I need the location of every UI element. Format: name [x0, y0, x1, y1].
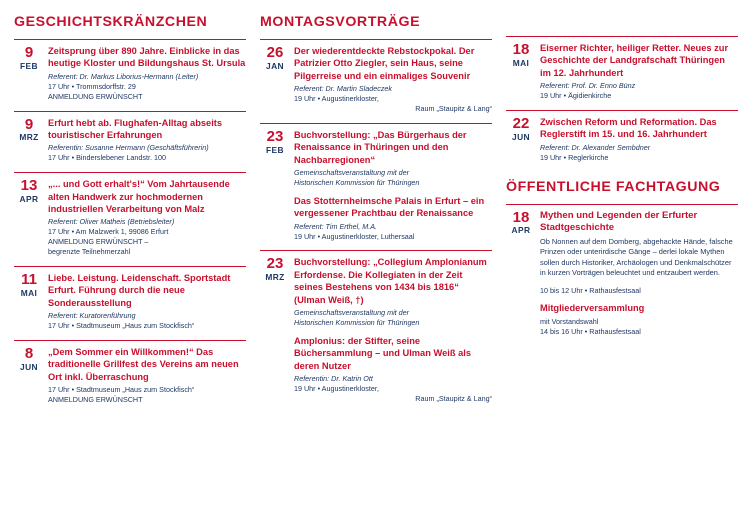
event-meta: 17 Uhr • Trommsdorffstr. 29 — [48, 81, 136, 91]
event-subtitle: Mitgliederversammlung — [540, 303, 645, 314]
event-entry[interactable] — [506, 110, 738, 163]
event-body — [294, 256, 492, 403]
event-meta: Referent: Oliver Matheis (Betriebsleiter) — [48, 217, 175, 227]
column-heading-secondary: ÖFFENTLICHE FACHTAGUNG — [506, 178, 721, 195]
event-date — [14, 346, 48, 405]
event-date — [14, 272, 48, 331]
event-day: 18 — [512, 208, 530, 226]
event-title: Erfurt hebt ab. Flughafen-Alltag abseits touristischer Erfahrungen — [48, 117, 223, 140]
event-title: „Dem Sommer ein Willkommen!“ Das traditionelle Grillfest des Vereins am neuen Ort inkl. Überraschung — [48, 346, 239, 382]
event-meta: begrenzte Teilnehmerzahl — [48, 247, 131, 257]
event-meta: Referent: Kuratorenführung — [48, 311, 136, 321]
event-day: 23 — [266, 127, 284, 145]
event-entry[interactable] — [506, 36, 738, 101]
event-date — [506, 42, 540, 101]
event-date — [260, 129, 294, 242]
event-meta: Referent: Dr. Alexander Sembdner — [540, 142, 651, 152]
column-heading: GESCHICHTSKRÄNZCHEN — [14, 14, 208, 30]
event-title: Liebe. Leistung. Leidenschaft. Sportstadt Erfurt. Führung durch die neue Sonderausstellung — [48, 272, 231, 308]
event-meta: 17 Uhr • Stadtmuseum „Haus zum Stockfisch“ — [48, 321, 195, 330]
event-entry[interactable] — [260, 123, 492, 242]
event-meta: Referentin: Dr. Katrin Ott — [294, 373, 373, 383]
event-title: „... und Gott erhalt's!“ Vom Jahrtausende alten Handwerk zur hochmodernen industriellen Verarbeitung von Malz — [48, 179, 230, 214]
event-entry[interactable] — [14, 266, 246, 331]
event-month: JUN — [20, 361, 38, 372]
event-body — [540, 210, 738, 337]
event-meta: Referent: Prof. Dr. Enno Bünz — [540, 81, 636, 91]
event-month: JUN — [512, 131, 530, 142]
event-meta: ANMELDUNG ERWÜNSCHT – — [48, 237, 149, 247]
event-meta: Raum „Staupitz & Lang“ — [415, 103, 492, 113]
event-month: MAI — [20, 287, 38, 298]
column-heading-spacer — [506, 14, 738, 36]
event-meta: 17 Uhr • Am Malzwerk 1, 99086 Erfurt — [48, 227, 169, 237]
event-body — [48, 346, 246, 405]
event-entry[interactable] — [14, 39, 246, 102]
event-day: 9 — [24, 44, 34, 62]
event-date — [506, 116, 540, 163]
event-entry[interactable] — [260, 39, 492, 114]
column-montagsvortraege — [260, 14, 492, 532]
event-date — [14, 45, 48, 102]
event-body — [294, 45, 492, 114]
event-month: MAI — [512, 57, 530, 68]
event-day: 23 — [266, 255, 284, 273]
event-body — [48, 45, 246, 102]
event-subtitle: Das Stotternheimsche Palais in Erfurt – ein vergessener Prachtbau der Renaissance — [294, 195, 485, 219]
event-date — [260, 45, 294, 114]
event-title: Mythen und Legenden der Erfurter Stadtgeschichte — [540, 209, 698, 234]
event-month: JAN — [266, 60, 284, 71]
event-date — [14, 117, 48, 164]
event-entry[interactable] — [14, 340, 246, 405]
event-body — [540, 116, 738, 163]
event-meta: 10 bis 12 Uhr • Rathausfestsaal — [540, 285, 641, 295]
event-title: Buchvorstellung: „Collegium Amplonianum Erfordense. Die Kollegiaten in der Zeit seines Bestehens von 1434 bis 1816“ (Ulman Weiß, †) — [294, 257, 487, 305]
event-meta: 17 Uhr • Stadtmuseum „Haus zum Stockfisch“ — [48, 385, 195, 395]
column-fachtagung — [506, 14, 738, 532]
event-body — [294, 129, 492, 242]
event-meta: mit Vorstandswahl — [540, 316, 599, 326]
event-title: Buchvorstellung: „Das Bürgerhaus der Renaissance in Thüringen und den Nachbarregionen“ — [294, 129, 467, 165]
event-meta: 19 Uhr • Augustinerkloster, — [294, 383, 379, 393]
event-date — [506, 210, 540, 337]
event-month: FEB — [266, 144, 284, 155]
event-entry[interactable] — [14, 172, 246, 257]
event-meta: 19 Uhr • Reglerkirche — [540, 152, 609, 162]
event-month: MRZ — [19, 132, 39, 143]
event-body — [540, 42, 738, 101]
event-body — [48, 117, 246, 164]
event-meta: ANMELDUNG ERWÜNSCHT — [48, 91, 143, 101]
event-day: 13 — [20, 177, 38, 195]
event-meta: 19 Uhr • Augustinerkloster, — [294, 94, 379, 104]
event-meta: Raum „Staupitz & Lang“ — [415, 393, 492, 403]
event-day: 9 — [24, 115, 34, 133]
event-meta: 14 bis 16 Uhr • Rathausfestsaal — [540, 326, 641, 336]
event-title: Zeitsprung über 890 Jahre. Einblicke in das heutige Kloster und Bildungshaus St. Ursula — [48, 46, 246, 69]
event-title: Eiserner Richter, heiliger Retter. Neues zur Geschichte der Landgrafschaft Thüringen im 12. Jahrhundert — [540, 43, 729, 78]
event-entry[interactable] — [260, 250, 492, 403]
event-meta: Gemeinschaftsveranstaltung mit der — [294, 307, 410, 317]
event-body — [48, 272, 246, 331]
event-month: MRZ — [265, 272, 285, 283]
column-geschichtskraenzchen — [14, 14, 246, 532]
event-meta: Referent: Dr. Markus Liborius-Hermann (Leiter) — [48, 71, 199, 81]
event-title: Der wiederentdeckte Rebstockpokal. Der Patrizier Otto Ziegler, sein Haus, seine Pilgerreise und ein einmaliges Souvenir — [294, 46, 475, 81]
event-meta: Referent: Dr. Martin Sladeczek — [294, 84, 392, 94]
event-meta: Referentin: Susanne Hermann (Geschäftsführerin) — [48, 143, 209, 153]
event-day: 18 — [512, 41, 530, 58]
event-meta: 17 Uhr • Binderslebener Landstr. 100 — [48, 153, 166, 163]
event-month: APR — [511, 225, 531, 236]
event-date — [260, 256, 294, 403]
event-date — [14, 178, 48, 257]
column-heading: MONTAGSVORTRÄGE — [260, 14, 421, 30]
event-day: 26 — [266, 44, 284, 62]
event-meta: Gemeinschaftsveranstaltung mit der — [294, 168, 410, 177]
event-day: 22 — [512, 114, 530, 132]
event-body — [48, 178, 246, 257]
event-subtitle: Amplonius: der Stifter, seine Büchersammlung – und Ulman Weiß als deren Nutzer — [294, 335, 472, 371]
event-meta: 19 Uhr • Ägidienkirche — [540, 91, 612, 101]
event-meta: Historischen Kommission für Thüringen — [294, 317, 420, 327]
event-day: 11 — [21, 270, 37, 288]
event-entry[interactable] — [506, 204, 738, 337]
event-meta: ANMELDUNG ERWÜNSCHT — [48, 394, 143, 404]
event-description: Ob Nonnen auf dem Domberg, abgehackte Hände, falsche Prinzen oder unterirdische Gänge – derlei lokale Mythen sollen durch Historiker, Archäologen und Denkmalschützer in kurzen Vorträgen beleuchtet und entzaubert werden. — [540, 237, 733, 278]
event-meta: 19 Uhr • Augustinerkloster, Luthersaal — [294, 231, 415, 241]
event-month: APR — [19, 193, 39, 204]
event-meta: Historischen Kommission für Thüringen — [294, 177, 420, 187]
event-title: Zwischen Reform und Reformation. Das Reglerstift im 15. und 16. Jahrhundert — [540, 116, 717, 140]
event-entry[interactable] — [14, 111, 246, 164]
event-day: 8 — [24, 344, 34, 362]
event-month: FEB — [20, 60, 38, 71]
event-meta: Referent: Tim Erthel, M.A. — [294, 221, 378, 231]
